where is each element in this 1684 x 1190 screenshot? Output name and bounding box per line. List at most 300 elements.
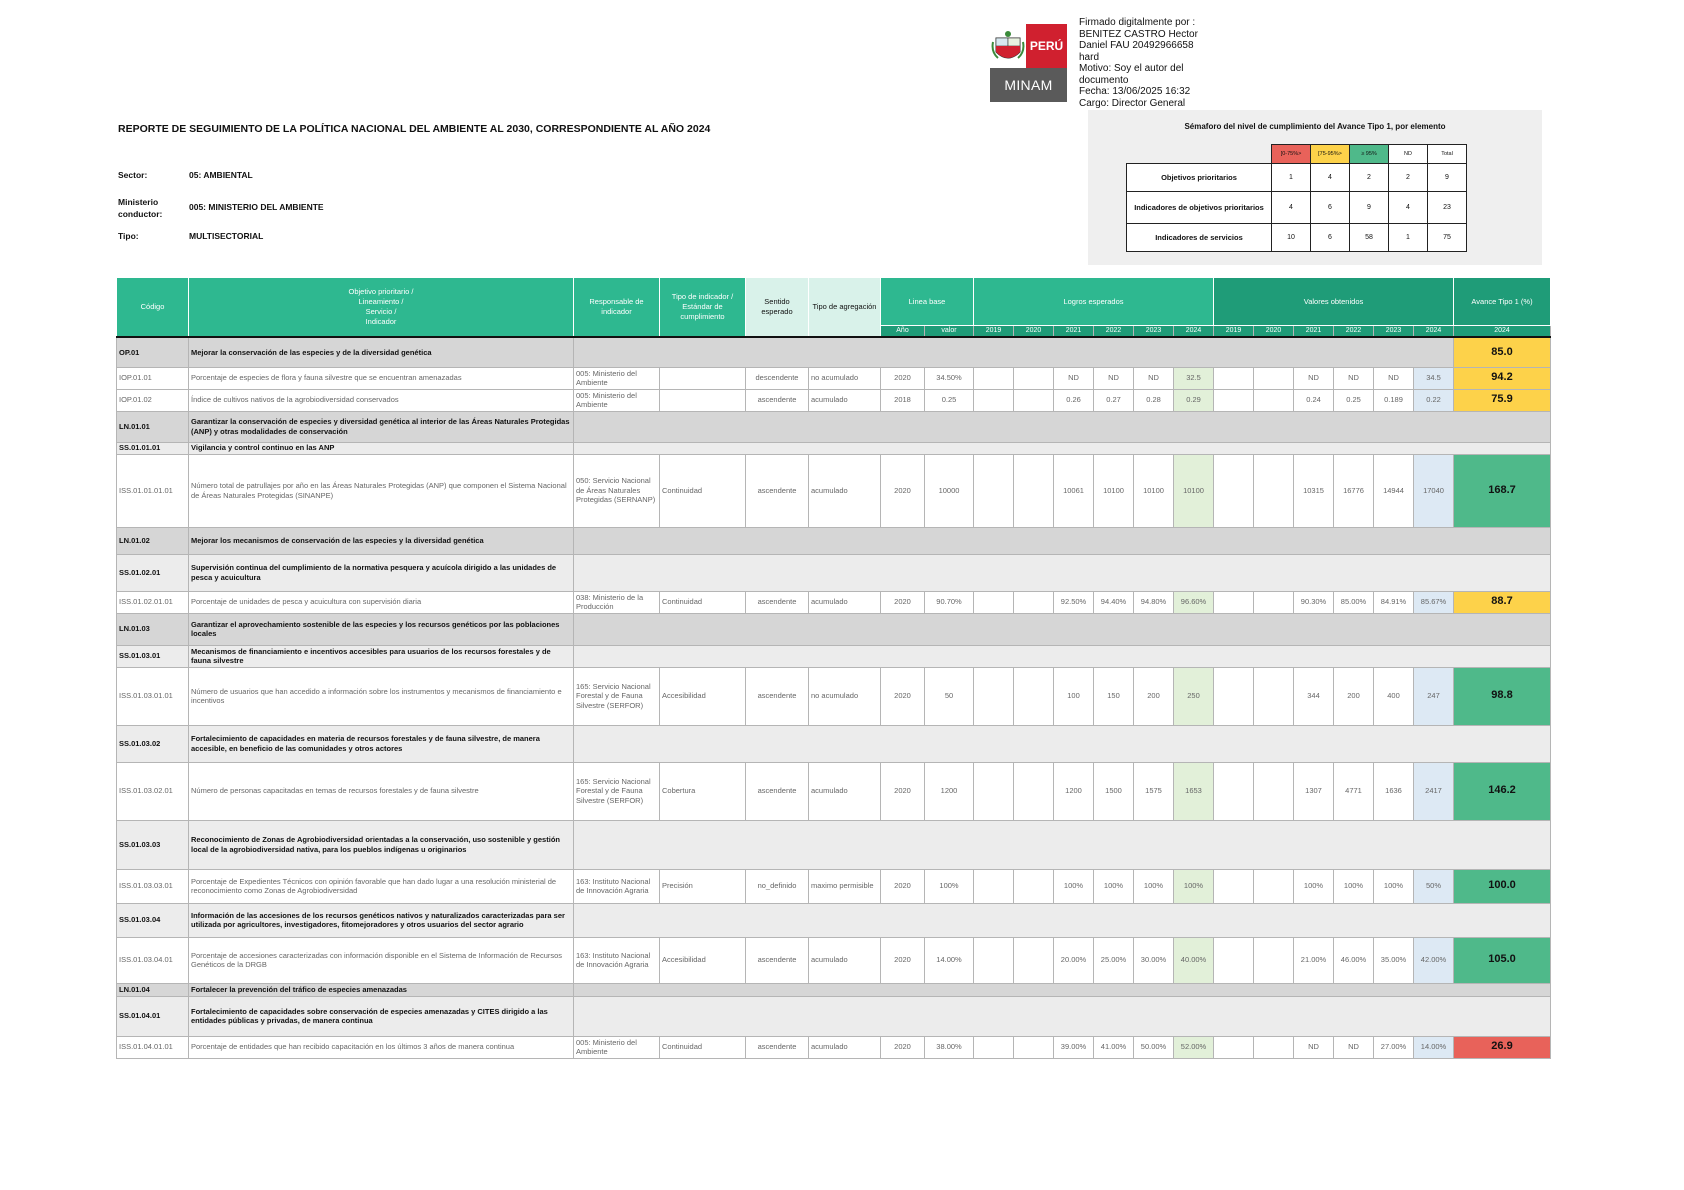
valor-cell: 2417 — [1414, 762, 1454, 820]
logro-cell: 10100 — [1134, 454, 1174, 527]
row-code: SS.01.03.04 — [117, 903, 189, 937]
row-filler — [574, 442, 1551, 454]
header-objetivo-line: Indicador — [365, 317, 397, 326]
semaforo-title: Sémaforo del nivel de cumplimiento del Avance Tipo 1, por elemento — [1184, 122, 1446, 131]
objetivo-row — [117, 337, 1551, 367]
row-name: Porcentaje de entidades que han recibido capacitación en los últimos 3 años de manera continua — [189, 1036, 574, 1058]
logro-cell — [1014, 389, 1054, 411]
semaforo-header: [0-75%> — [1272, 145, 1311, 164]
linea-base-anio: 2020 — [881, 367, 925, 389]
semaforo-cell: 6 — [1311, 192, 1350, 224]
avance-cell: 94.2 — [1454, 367, 1551, 389]
sentido-cell: descendente — [746, 367, 809, 389]
logro-cell — [974, 367, 1014, 389]
valor-cell — [1254, 591, 1294, 613]
logro-cell — [974, 667, 1014, 725]
valor-cell: ND — [1334, 367, 1374, 389]
servicio-row — [117, 725, 1551, 762]
logro-cell: 0.26 — [1054, 389, 1094, 411]
tipo-value: MULTISECTORIAL — [189, 231, 264, 241]
row-name: Porcentaje de accesiones caracterizadas con información disponible en el Sistema de Información de Recursos Genéticos de la DRGB — [189, 937, 574, 983]
avance-cell: 88.7 — [1454, 591, 1551, 613]
logro-cell — [974, 869, 1014, 903]
signature-line: hard — [1079, 51, 1100, 63]
header-valores-year: 2024 — [1414, 326, 1454, 338]
signature-line: documento — [1079, 74, 1129, 86]
responsable-cell: 163: Instituto Nacional de Innovación Agraria — [574, 869, 660, 903]
row-name: Fortalecimiento de capacidades sobre conservación de especies amenazadas y CITES dirigido a las entidades públicas y privadas, de manera continua — [189, 996, 574, 1036]
row-code: SS.01.01.01 — [117, 442, 189, 454]
logro-cell: 94.80% — [1134, 591, 1174, 613]
valor-cell: 21.00% — [1294, 937, 1334, 983]
tipo-label: Tipo: — [118, 231, 139, 241]
logro-cell: ND — [1134, 367, 1174, 389]
valor-cell: 1636 — [1374, 762, 1414, 820]
indicador-row — [117, 367, 1551, 389]
row-filler — [574, 554, 1551, 591]
tipo-cell: Continuidad — [660, 1036, 746, 1058]
logro-cell — [974, 389, 1014, 411]
tipo-cell — [660, 389, 746, 411]
logro-cell — [974, 454, 1014, 527]
avance-cell: 98.8 — [1454, 667, 1551, 725]
servicio-row — [117, 903, 1551, 937]
valor-cell: 10315 — [1294, 454, 1334, 527]
responsable-cell: 005: Ministerio del Ambiente — [574, 389, 660, 411]
logro-cell: ND — [1054, 367, 1094, 389]
sentido-cell: no_definido — [746, 869, 809, 903]
logro-cell: 0.28 — [1134, 389, 1174, 411]
valor-cell: 16776 — [1334, 454, 1374, 527]
digital-signature — [1079, 17, 1229, 109]
agregacion-cell: acumulado — [809, 591, 881, 613]
valor-cell: 100% — [1334, 869, 1374, 903]
logro-cell: 39.00% — [1054, 1036, 1094, 1058]
logro-cell: 100% — [1054, 869, 1094, 903]
semaforo-row — [1127, 224, 1467, 252]
logro-cell: 1500 — [1094, 762, 1134, 820]
semaforo-cell: 58 — [1350, 224, 1389, 252]
linea-base-anio: 2020 — [881, 591, 925, 613]
valor-cell — [1214, 389, 1254, 411]
valor-cell — [1254, 454, 1294, 527]
avance-cell: 75.9 — [1454, 389, 1551, 411]
agregacion-cell: acumulado — [809, 389, 881, 411]
row-code: SS.01.02.01 — [117, 554, 189, 591]
row-name: Porcentaje de especies de flora y fauna silvestre que se encuentran amenazadas — [189, 367, 574, 389]
row-filler — [574, 820, 1551, 869]
sector-label: Sector: — [118, 170, 148, 180]
valor-cell: ND — [1294, 1036, 1334, 1058]
linea-base-valor: 10000 — [925, 454, 974, 527]
tipo-cell: Cobertura — [660, 762, 746, 820]
logro-cell — [1014, 591, 1054, 613]
logro-cell: 41.00% — [1094, 1036, 1134, 1058]
logro-cell: 100% — [1094, 869, 1134, 903]
linea-base-valor: 34.50% — [925, 367, 974, 389]
valor-cell: 0.24 — [1294, 389, 1334, 411]
semaforo-row — [1127, 164, 1467, 192]
row-code: ISS.01.03.03.01 — [117, 869, 189, 903]
agregacion-cell: maximo permisible — [809, 869, 881, 903]
valor-cell: 100% — [1374, 869, 1414, 903]
valor-cell — [1254, 389, 1294, 411]
header-anio: Año — [881, 326, 925, 338]
responsable-cell: 165: Servicio Nacional Forestal y de Fauna Silvestre (SERFOR) — [574, 667, 660, 725]
linea-base-anio: 2020 — [881, 762, 925, 820]
servicio-row — [117, 820, 1551, 869]
seguimiento-table — [116, 277, 1551, 1059]
minam-logo — [990, 24, 1067, 102]
logro-cell: 40.00% — [1174, 937, 1214, 983]
header-avance: Avance Tipo 1 (%) — [1454, 278, 1551, 326]
logro-cell — [1014, 1036, 1054, 1058]
header-valores-year: 2023 — [1374, 326, 1414, 338]
logro-cell: 1200 — [1054, 762, 1094, 820]
header-objetivo-line: Lineamiento / — [358, 297, 404, 306]
peru-label: PERÚ — [1026, 24, 1067, 68]
tipo-cell: Accesibilidad — [660, 937, 746, 983]
agregacion-cell: acumulado — [809, 762, 881, 820]
logro-cell — [1014, 869, 1054, 903]
table-body — [117, 337, 1551, 1058]
row-name: Supervisión continua del cumplimiento de la normativa pesquera y acuícola dirigido a las unidades de pesca y acuicultura — [189, 554, 574, 591]
peru-crest-icon — [990, 24, 1026, 68]
row-name: Mejorar los mecanismos de conservación de las especies y la diversidad genética — [189, 527, 574, 554]
tipo-cell: Continuidad — [660, 454, 746, 527]
semaforo-cell: 6 — [1311, 224, 1350, 252]
linea-base-valor: 100% — [925, 869, 974, 903]
row-name: Vigilancia y control continuo en las ANP — [189, 442, 574, 454]
indicador-row — [117, 591, 1551, 613]
valor-cell: 50% — [1414, 869, 1454, 903]
logro-cell: 92.50% — [1054, 591, 1094, 613]
linea-base-valor: 1200 — [925, 762, 974, 820]
header-responsable: Responsable de indicador — [574, 278, 660, 338]
header-logros-year: 2024 — [1174, 326, 1214, 338]
sentido-cell: ascendente — [746, 667, 809, 725]
header-sentido: Sentido esperado — [746, 278, 809, 338]
valor-cell — [1214, 1036, 1254, 1058]
sentido-cell: ascendente — [746, 762, 809, 820]
linea-base-valor: 0.25 — [925, 389, 974, 411]
logro-cell: 1575 — [1134, 762, 1174, 820]
sentido-cell: ascendente — [746, 389, 809, 411]
row-code: ISS.01.03.01.01 — [117, 667, 189, 725]
logro-cell: 50.00% — [1134, 1036, 1174, 1058]
valor-cell: 400 — [1374, 667, 1414, 725]
tipo-cell: Precisión — [660, 869, 746, 903]
linea-base-anio: 2020 — [881, 454, 925, 527]
header-logros-year: 2020 — [1014, 326, 1054, 338]
lineamiento-row — [117, 613, 1551, 645]
valor-cell: 14944 — [1374, 454, 1414, 527]
lineamiento-row — [117, 527, 1551, 554]
semaforo-row-label: Indicadores de objetivos prioritarios — [1127, 192, 1272, 224]
semaforo-cell: 4 — [1389, 192, 1428, 224]
responsable-cell: 163: Instituto Nacional de Innovación Agraria — [574, 937, 660, 983]
row-name: Garantizar la conservación de especies y diversidad genética al interior de las Áreas Naturales Protegidas (ANP) y otras modalidades de conservación — [189, 411, 574, 442]
semaforo-cell: 2 — [1389, 164, 1428, 192]
valor-cell: 100% — [1294, 869, 1334, 903]
header-objetivo — [189, 278, 574, 338]
row-code: LN.01.04 — [117, 983, 189, 996]
linea-base-anio: 2020 — [881, 937, 925, 983]
row-filler — [574, 996, 1551, 1036]
sentido-cell: ascendente — [746, 1036, 809, 1058]
linea-base-valor: 14.00% — [925, 937, 974, 983]
semaforo-cell: 1 — [1272, 164, 1311, 192]
semaforo-row-label: Indicadores de servicios — [1127, 224, 1272, 252]
valor-cell: 90.30% — [1294, 591, 1334, 613]
avance-cell: 26.9 — [1454, 1036, 1551, 1058]
row-name: Índice de cultivos nativos de la agrobiodiversidad conservados — [189, 389, 574, 411]
row-name: Información de las accesiones de los recursos genéticos nativos y naturalizados caracterizadas para ser utilizada por agricultores, investigadores, fitomejoradores y otros usuarios del sector agrario — [189, 903, 574, 937]
semaforo-row — [1127, 192, 1467, 224]
valor-cell: 1307 — [1294, 762, 1334, 820]
agregacion-cell: acumulado — [809, 454, 881, 527]
header-logros: Logros esperados — [974, 278, 1214, 326]
logro-cell — [974, 591, 1014, 613]
header-valor: valor — [925, 326, 974, 338]
valor-cell: 85.00% — [1334, 591, 1374, 613]
row-name: Fortalecer la prevención del tráfico de especies amenazadas — [189, 983, 574, 996]
row-code: SS.01.03.02 — [117, 725, 189, 762]
logro-cell: 94.40% — [1094, 591, 1134, 613]
header-agregacion: Tipo de agregación — [809, 278, 881, 338]
semaforo-cell: 9 — [1428, 164, 1467, 192]
signature-line: Fecha: 13/06/2025 16:32 — [1079, 86, 1191, 97]
header-objetivo-line: Servicio / — [365, 307, 397, 316]
valor-cell — [1254, 937, 1294, 983]
sentido-cell: ascendente — [746, 454, 809, 527]
header-linea-base: Linea base — [881, 278, 974, 326]
semaforo-cell: 75 — [1428, 224, 1467, 252]
valor-cell — [1254, 367, 1294, 389]
logro-cell: 100% — [1174, 869, 1214, 903]
header-codigo: Código — [117, 278, 189, 338]
row-filler — [574, 725, 1551, 762]
responsable-cell: 005: Ministerio del Ambiente — [574, 367, 660, 389]
semaforo-cell: 10 — [1272, 224, 1311, 252]
valor-cell: 247 — [1414, 667, 1454, 725]
logro-cell: 1653 — [1174, 762, 1214, 820]
logro-cell — [974, 762, 1014, 820]
logro-cell: 52.00% — [1174, 1036, 1214, 1058]
linea-base-anio: 2020 — [881, 667, 925, 725]
responsable-cell: 165: Servicio Nacional Forestal y de Fauna Silvestre (SERFOR) — [574, 762, 660, 820]
servicio-row — [117, 554, 1551, 591]
header-valores-year: 2019 — [1214, 326, 1254, 338]
semaforo-cell: 1 — [1389, 224, 1428, 252]
row-code: OP.01 — [117, 337, 189, 367]
row-filler — [574, 337, 1454, 367]
responsable-cell: 038: Ministerio de la Producción — [574, 591, 660, 613]
valor-cell — [1254, 762, 1294, 820]
row-code: IOP.01.01 — [117, 367, 189, 389]
logro-cell — [1014, 937, 1054, 983]
logro-cell: 30.00% — [1134, 937, 1174, 983]
semaforo-header: ND — [1389, 145, 1428, 164]
avance-cell: 105.0 — [1454, 937, 1551, 983]
valor-cell: ND — [1374, 367, 1414, 389]
linea-base-anio: 2020 — [881, 869, 925, 903]
semaforo-header: Total — [1428, 145, 1467, 164]
valor-cell: 34.5 — [1414, 367, 1454, 389]
linea-base-valor: 38.00% — [925, 1036, 974, 1058]
valor-cell: 35.00% — [1374, 937, 1414, 983]
row-code: LN.01.02 — [117, 527, 189, 554]
row-filler — [574, 983, 1551, 996]
logro-cell: ND — [1094, 367, 1134, 389]
linea-base-valor: 50 — [925, 667, 974, 725]
report-title: REPORTE DE SEGUIMIENTO DE LA POLÍTICA NACIONAL DEL AMBIENTE AL 2030, CORRESPONDIENTE AL AÑO 2024 — [118, 123, 711, 135]
semaforo-header-row — [1127, 145, 1467, 164]
semaforo-header: ≥ 95% — [1350, 145, 1389, 164]
logro-cell — [1014, 667, 1054, 725]
semaforo-row-label: Objetivos prioritarios — [1127, 164, 1272, 192]
valor-cell — [1254, 1036, 1294, 1058]
row-name: Número de usuarios que han accedido a información sobre los instrumentos y mecanismos de financiamiento e incentivos — [189, 667, 574, 725]
tipo-cell: Continuidad — [660, 591, 746, 613]
indicador-row — [117, 667, 1551, 725]
linea-base-valor: 90.70% — [925, 591, 974, 613]
avance-cell: 85.0 — [1454, 337, 1551, 367]
row-filler — [574, 645, 1551, 667]
logro-cell — [1014, 762, 1054, 820]
row-code: SS.01.03.03 — [117, 820, 189, 869]
header-logros-year: 2022 — [1094, 326, 1134, 338]
avance-cell: 146.2 — [1454, 762, 1551, 820]
logro-cell: 20.00% — [1054, 937, 1094, 983]
row-name: Fortalecimiento de capacidades en materia de recursos forestales y de fauna silvestre, de manera accesible, en beneficio de las comunidades y otros actores — [189, 725, 574, 762]
logro-cell: 32.5 — [1174, 367, 1214, 389]
avance-cell: 168.7 — [1454, 454, 1551, 527]
semaforo-panel — [1088, 110, 1542, 265]
logro-cell: 100 — [1054, 667, 1094, 725]
valor-cell — [1214, 869, 1254, 903]
signature-line: Firmado digitalmente por : — [1079, 17, 1196, 28]
valor-cell — [1214, 367, 1254, 389]
linea-base-anio: 2018 — [881, 389, 925, 411]
row-name: Porcentaje de unidades de pesca y acuicultura con supervisión diaria — [189, 591, 574, 613]
header-objetivo-line: Objetivo prioritario / — [348, 287, 414, 296]
logro-cell — [974, 937, 1014, 983]
sector-value: 05: AMBIENTAL — [189, 170, 253, 180]
row-code: ISS.01.02.01.01 — [117, 591, 189, 613]
logro-cell: 96.60% — [1174, 591, 1214, 613]
servicio-row — [117, 645, 1551, 667]
valor-cell: ND — [1334, 1036, 1374, 1058]
responsable-cell: 050: Servicio Nacional de Áreas Naturales Protegidas (SERNANP) — [574, 454, 660, 527]
indicador-row — [117, 454, 1551, 527]
servicio-row — [117, 442, 1551, 454]
header-valores-year: 2020 — [1254, 326, 1294, 338]
logro-cell — [974, 1036, 1014, 1058]
tipo-cell — [660, 367, 746, 389]
row-name: Número de personas capacitadas en temas de recursos forestales y de fauna silvestre — [189, 762, 574, 820]
signature-line: Motivo: Soy el autor del — [1079, 63, 1184, 74]
valor-cell: 4771 — [1334, 762, 1374, 820]
row-code: SS.01.04.01 — [117, 996, 189, 1036]
agregacion-cell: no acumulado — [809, 367, 881, 389]
logro-cell: 10061 — [1054, 454, 1094, 527]
valor-cell: 42.00% — [1414, 937, 1454, 983]
row-filler — [574, 527, 1551, 554]
agregacion-cell: no acumulado — [809, 667, 881, 725]
row-code: IOP.01.02 — [117, 389, 189, 411]
signature-line: Cargo: Director General — [1079, 97, 1186, 109]
avance-cell: 100.0 — [1454, 869, 1551, 903]
semaforo-cell: 4 — [1311, 164, 1350, 192]
row-name: Porcentaje de Expedientes Técnicos con opinión favorable que han dado lugar a una resolución ministerial de reconocimiento como Zonas de Agrobiodiversidad — [189, 869, 574, 903]
semaforo-cell: 2 — [1350, 164, 1389, 192]
valor-cell: 0.25 — [1334, 389, 1374, 411]
semaforo-cell: 23 — [1428, 192, 1467, 224]
header-valores: Valores obtenidos — [1214, 278, 1454, 326]
row-name: Garantizar el aprovechamiento sostenible de las especies y los recursos genéticos por las poblaciones locales — [189, 613, 574, 645]
semaforo-cell: 9 — [1350, 192, 1389, 224]
logro-cell: 0.29 — [1174, 389, 1214, 411]
logro-cell: 100% — [1134, 869, 1174, 903]
valor-cell: 0.22 — [1414, 389, 1454, 411]
signature-line: Daniel FAU 20492966658 — [1079, 40, 1194, 51]
logro-cell — [1014, 454, 1054, 527]
row-name: Mejorar la conservación de las especies y de la diversidad genética — [189, 337, 574, 367]
logro-cell: 0.27 — [1094, 389, 1134, 411]
logro-cell — [1014, 367, 1054, 389]
row-code: ISS.01.04.01.01 — [117, 1036, 189, 1058]
logro-cell: 200 — [1134, 667, 1174, 725]
valor-cell: 84.91% — [1374, 591, 1414, 613]
header-tipo-indicador: Tipo de indicador / Estándar de cumplimiento — [660, 278, 746, 338]
agregacion-cell: acumulado — [809, 1036, 881, 1058]
logro-cell: 25.00% — [1094, 937, 1134, 983]
row-code: LN.01.01 — [117, 411, 189, 442]
indicador-row — [117, 937, 1551, 983]
row-filler — [574, 411, 1551, 442]
semaforo-table — [1126, 144, 1467, 252]
minam-label: MINAM — [990, 68, 1067, 102]
valor-cell: 27.00% — [1374, 1036, 1414, 1058]
valor-cell — [1214, 667, 1254, 725]
sentido-cell: ascendente — [746, 591, 809, 613]
agregacion-cell: acumulado — [809, 937, 881, 983]
valor-cell — [1254, 667, 1294, 725]
indicador-row — [117, 389, 1551, 411]
valor-cell — [1214, 762, 1254, 820]
valor-cell — [1214, 937, 1254, 983]
header-avance-year: 2024 — [1454, 326, 1551, 338]
valor-cell: 344 — [1294, 667, 1334, 725]
row-name: Mecanismos de financiamiento e incentivos accesibles para usuarios de los recursos forestales y de fauna silvestre — [189, 645, 574, 667]
linea-base-anio: 2020 — [881, 1036, 925, 1058]
logro-cell: 150 — [1094, 667, 1134, 725]
table-header-row — [117, 278, 1551, 326]
tipo-cell: Accesibilidad — [660, 667, 746, 725]
valor-cell: 17040 — [1414, 454, 1454, 527]
row-code: ISS.01.03.02.01 — [117, 762, 189, 820]
valor-cell: ND — [1294, 367, 1334, 389]
logro-cell: 10100 — [1174, 454, 1214, 527]
row-code: LN.01.03 — [117, 613, 189, 645]
semaforo-cell: 4 — [1272, 192, 1311, 224]
row-name: Reconocimiento de Zonas de Agrobiodiversidad orientadas a la conservación, uso sostenible y gestión local de la agrobiodiversidad nativa, para los pueblos indígenas u originarios — [189, 820, 574, 869]
logro-cell: 250 — [1174, 667, 1214, 725]
indicador-row — [117, 762, 1551, 820]
header-logros-year: 2019 — [974, 326, 1014, 338]
header-valores-year: 2022 — [1334, 326, 1374, 338]
